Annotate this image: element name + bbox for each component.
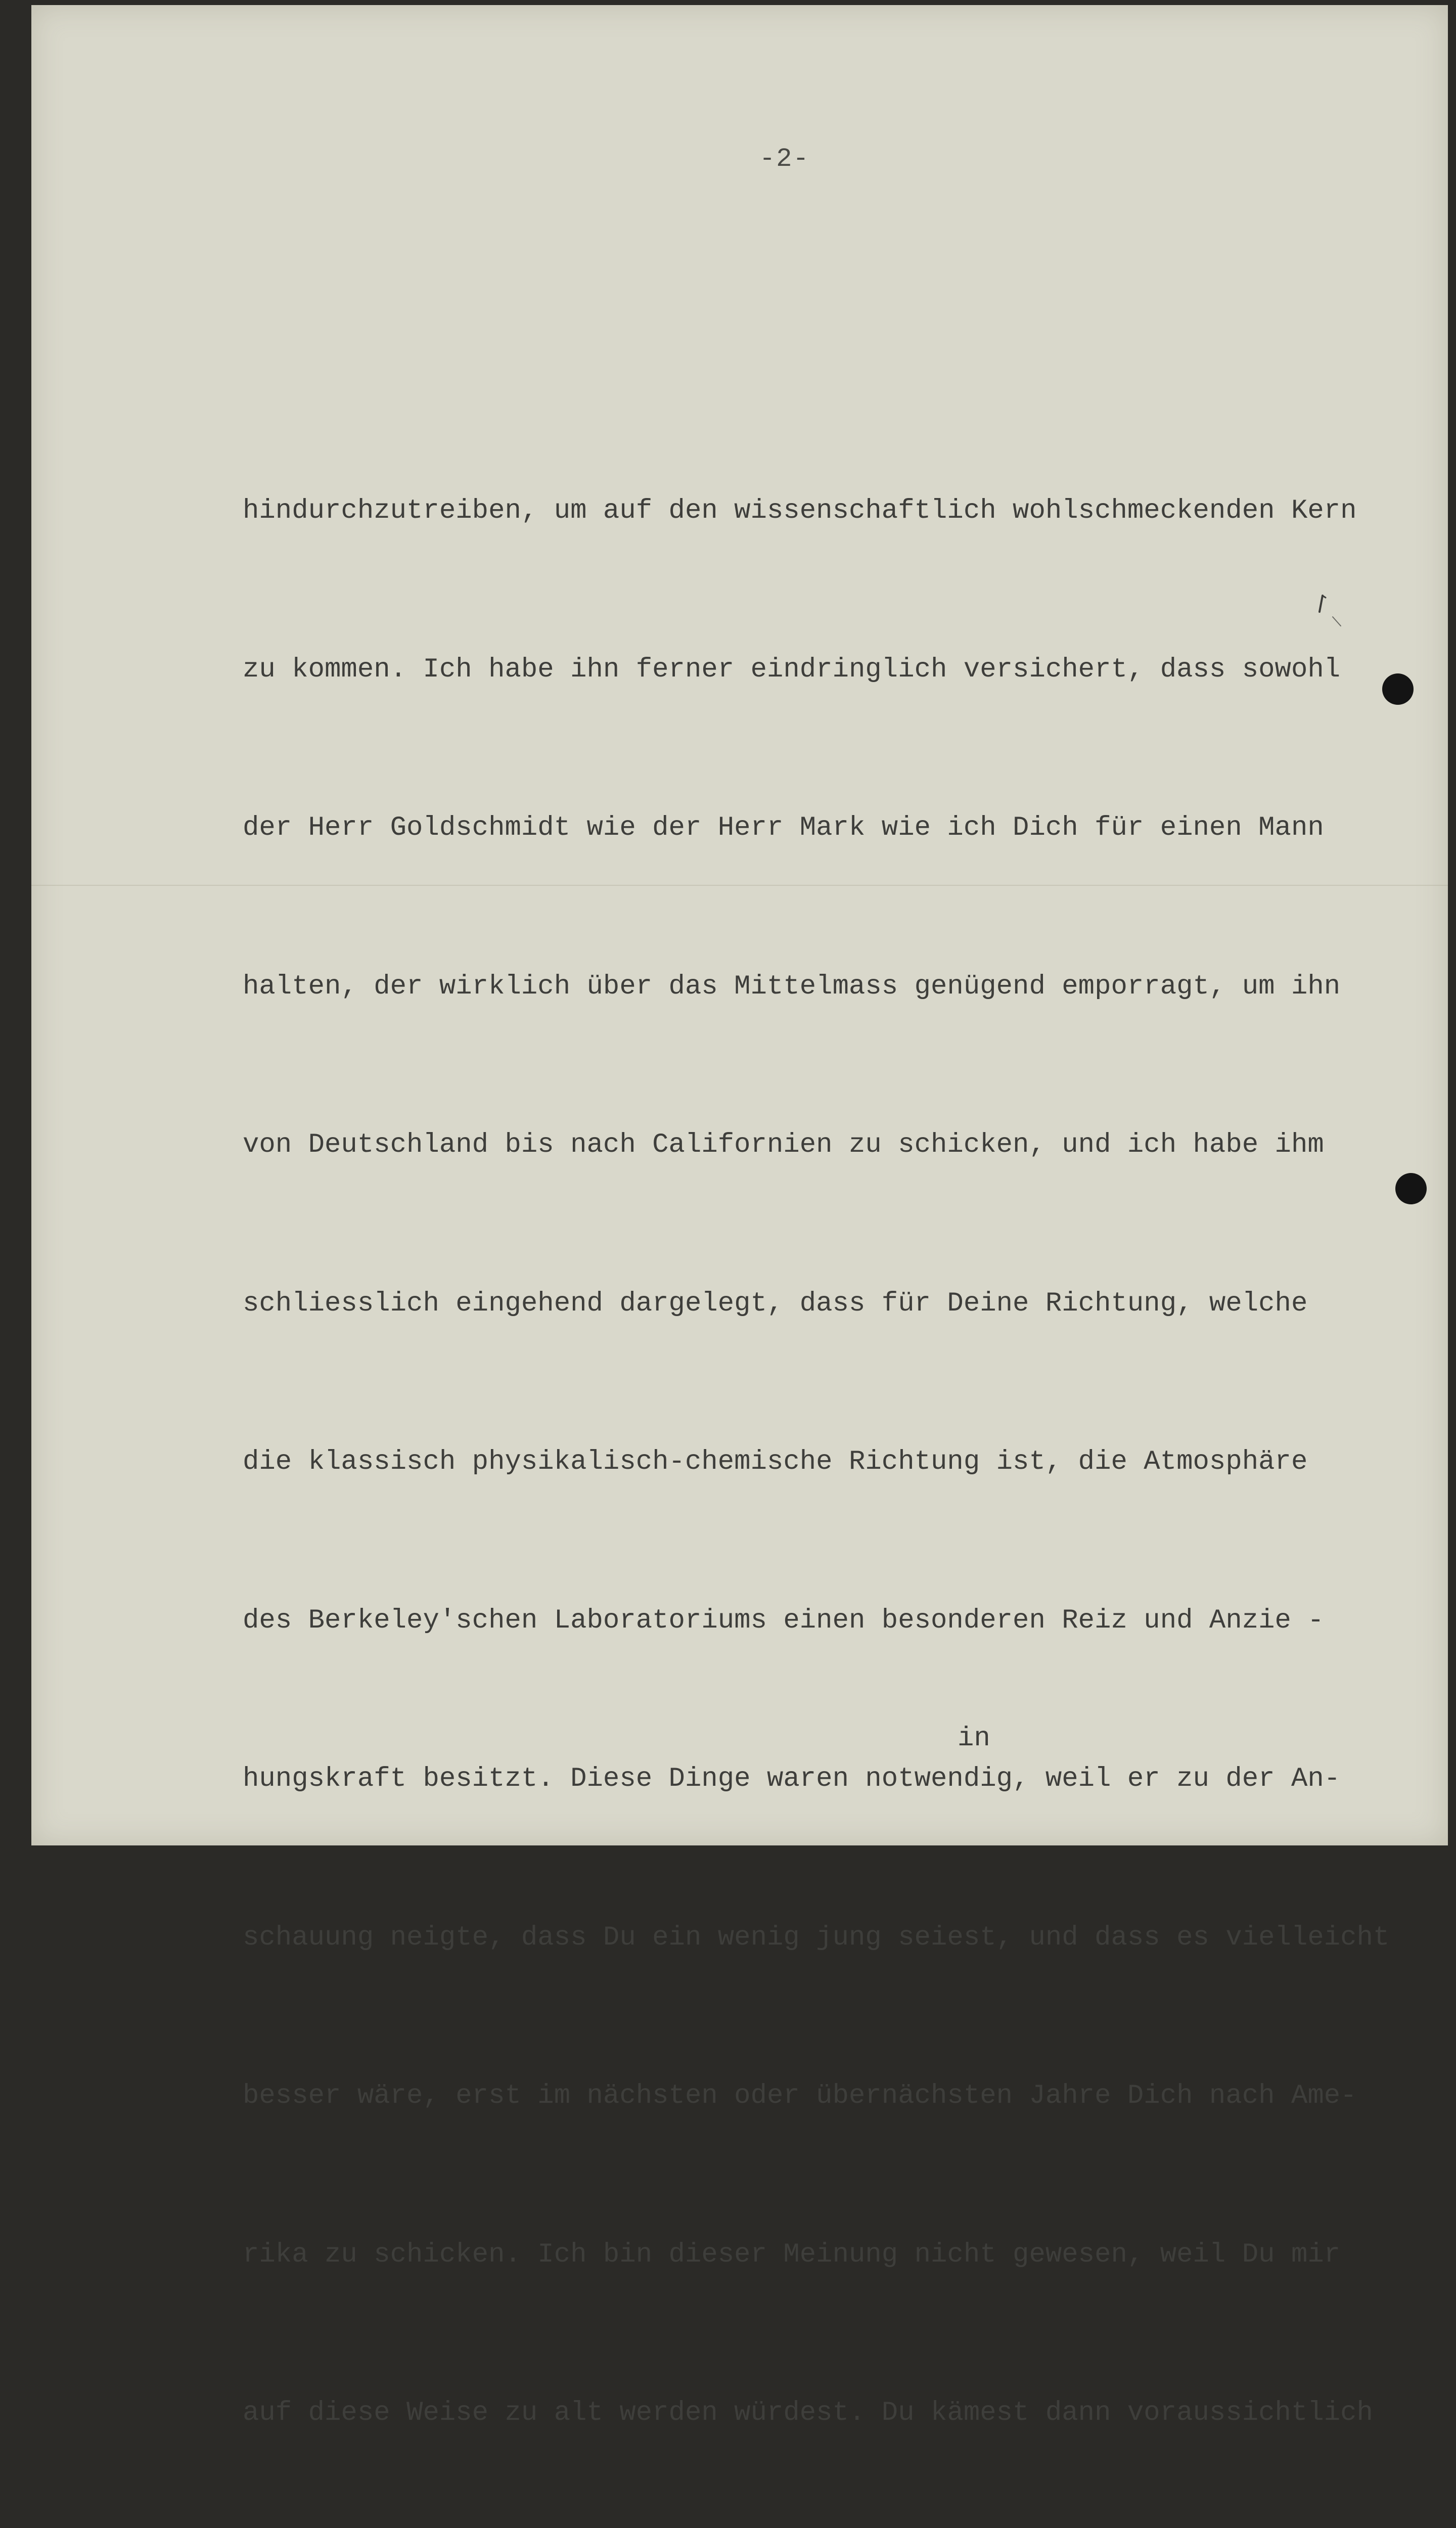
catchword: in <box>958 1723 990 1754</box>
text-line: hungskraft besitzt. Diese Dinge waren notwendig, weil er zu der An- <box>243 1764 1341 1794</box>
letter-body <box>243 379 1390 2528</box>
punch-hole <box>1395 1173 1427 1204</box>
text-line: schauung neigte, dass Du ein wenig jung seiest, und dass es vielleicht <box>243 1922 1390 1953</box>
text-line: hindurchzutreiben, um auf den wissenschaftlich wohlschmeckenden Kern <box>243 495 1357 526</box>
text-line: des Berkeley'schen Laboratoriums einen besonderen Reiz und Anzie - <box>243 1605 1324 1636</box>
text-line: die klassisch physikalisch-chemische Richtung ist, die Atmosphäre <box>243 1447 1308 1477</box>
text-line: rika zu schicken. Ich bin dieser Meinung nicht gewesen, weil Du mir <box>243 2239 1341 2270</box>
text-line: von Deutschland bis nach Californien zu schicken, und ich habe ihm <box>243 1130 1324 1160</box>
letter-page <box>31 5 1448 2428</box>
text-line: der Herr Goldschmidt wie der Herr Mark wie ich Dich für einen Mann <box>243 812 1324 843</box>
punch-hole <box>1382 673 1414 705</box>
text-line: zu kommen. Ich habe ihn ferner eindringlich versichert, dass sowohl <box>243 654 1341 685</box>
page-number: -2- <box>759 144 810 174</box>
text-line: auf diese Weise zu alt werden würdest. Du kämest dann voraussichtlich <box>243 2398 1373 2428</box>
pencil-mark-icon <box>1315 592 1346 632</box>
text-line: schliesslich eingehend dargelegt, dass für Deine Richtung, welche <box>243 1288 1308 1319</box>
text-line: halten, der wirklich über das Mittelmass genügend emporragt, um ihn <box>243 971 1341 1002</box>
text-line: besser wäre, erst im nächsten oder übernächsten Jahre Dich nach Ame- <box>243 2081 1357 2111</box>
